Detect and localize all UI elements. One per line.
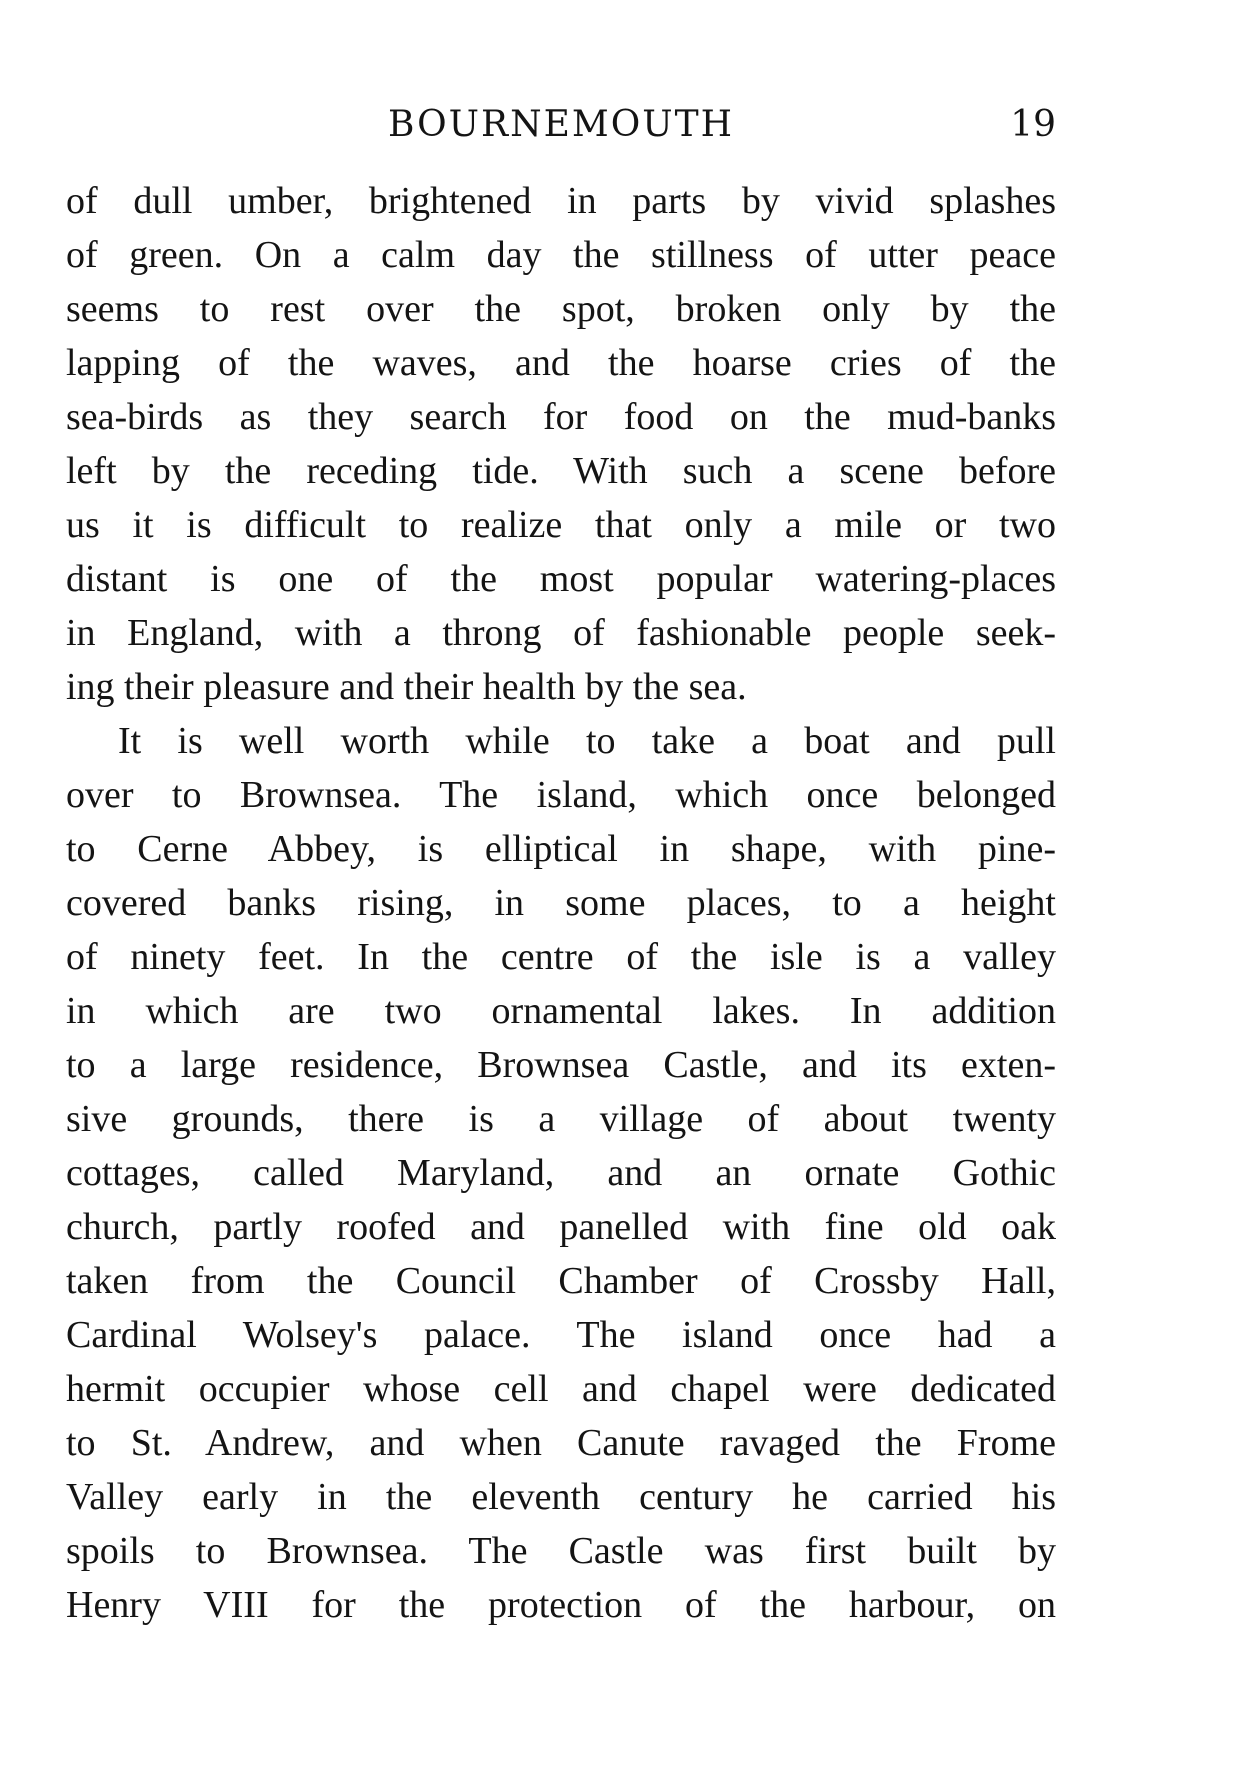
text-line: seems to rest over the spot, broken only by the	[66, 288, 1056, 330]
text-line: us it is difficult to realize that only a mile or two	[66, 504, 1056, 546]
text-line: sea-birds as they search for food on the mud-banks	[66, 396, 1056, 438]
text-line: of ninety feet. In the centre of the isle is a valley	[66, 936, 1056, 978]
text-line: over to Brownsea. The island, which once belonged	[66, 774, 1056, 816]
text-line: sive grounds, there is a village of about twenty	[66, 1098, 1056, 1140]
text-line: taken from the Council Chamber of Crossby Hall,	[66, 1260, 1056, 1302]
running-head	[66, 100, 1056, 150]
text-line: hermit occupier whose cell and chapel were dedicated	[66, 1368, 1056, 1410]
text-line: of green. On a calm day the stillness of utter peace	[66, 234, 1056, 276]
text-line: in which are two ornamental lakes. In addition	[66, 990, 1056, 1032]
text-line: ing their pleasure and their health by the sea.	[66, 666, 747, 708]
text-line: covered banks rising, in some places, to a height	[66, 882, 1056, 924]
text-line: Henry VIII for the protection of the harbour, on	[66, 1584, 1056, 1626]
text-line: in England, with a throng of fashionable people seek-	[66, 612, 1056, 654]
text-line: spoils to Brownsea. The Castle was first built by	[66, 1530, 1056, 1572]
text-line: to Cerne Abbey, is elliptical in shape, with pine-	[66, 828, 1056, 870]
text-line: to a large residence, Brownsea Castle, and its exten-	[66, 1044, 1056, 1086]
body-text	[66, 174, 1056, 1632]
text-line: of dull umber, brightened in parts by vivid splashes	[66, 180, 1056, 222]
text-line: lapping of the waves, and the hoarse cries of the	[66, 342, 1056, 384]
text-line: Valley early in the eleventh century he carried his	[66, 1476, 1056, 1518]
text-line: Cardinal Wolsey's palace. The island once had a	[66, 1314, 1056, 1356]
paragraph-first-line: It is well worth while to take a boat and pull	[118, 720, 1056, 762]
text-line: cottages, called Maryland, and an ornate Gothic	[66, 1152, 1056, 1194]
running-title: BOURNEMOUTH	[388, 104, 734, 145]
text-line: church, partly roofed and panelled with fine old oak	[66, 1206, 1056, 1248]
text-line: to St. Andrew, and when Canute ravaged the Frome	[66, 1422, 1056, 1464]
text-line: distant is one of the most popular watering-places	[66, 558, 1056, 600]
text-line: left by the receding tide. With such a scene before	[66, 450, 1056, 492]
page-number: 19	[1010, 104, 1056, 145]
